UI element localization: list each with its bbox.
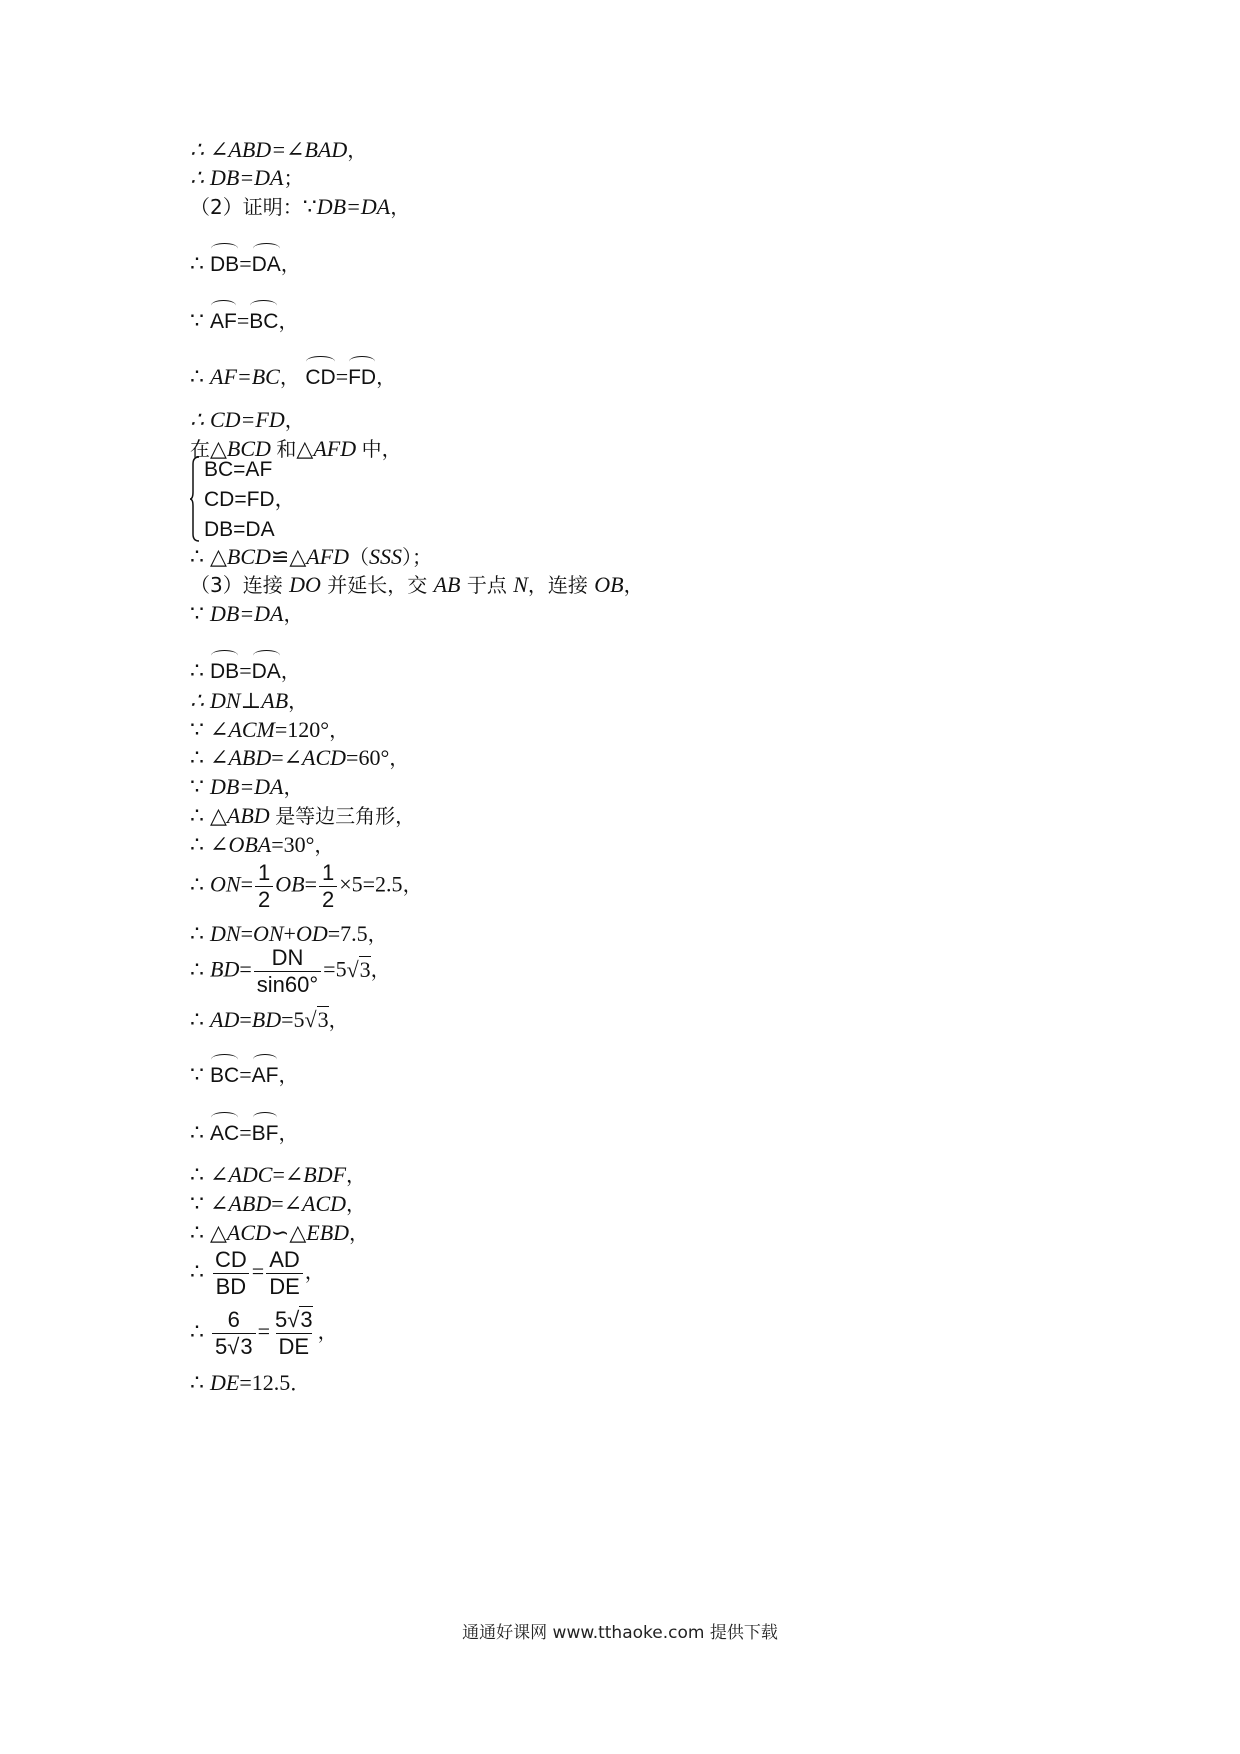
line-14: ∵ ∠ACM=120°， [190,717,350,742]
line-29: ∴ $\frac{6}{5√3}$ = $\frac{5√3}{DE}$ ， [190,1307,338,1359]
line-3: （2）证明：∵DB=DA， [190,194,411,219]
line-20: ∴ DN=ON+OD=7.5， [190,921,388,946]
line-9: ∴ △BCD≌△AFD（SSS）； [190,544,433,569]
line-18: ∴ ∠OBA=30°， [190,832,335,857]
line-19: ∴ ON= $\frac{1}{2}$ OB= $\frac{1}{2}$ ×5=2.5， [190,860,423,912]
line-4: ∴ DB=DA， [190,245,301,279]
line-13: ∴ DN⊥AB， [190,688,309,713]
line-28: ∴ $\frac{CD}{BD}$ = $\frac{AD}{DE}$ ， [190,1247,325,1299]
system-eq-1: BC=AF [204,458,273,481]
line-22: ∴ AD=BD=5√3， [190,1007,349,1032]
line-16: ∵ DB=DA， [190,774,304,799]
line-1: ∴ ∠ABD=∠BAD， [190,137,368,162]
line-6: ∴ AF=BC， CD=FD， [190,358,396,392]
line-21: ∴ BD= $\frac{DN}{\sin 60^\circ}$ =5√3， [190,945,391,997]
line-11: ∵ DB=DA， [190,601,304,626]
system-eq-2: CD=FD， [204,488,296,511]
line-2: ∴ DB=DA； [190,165,304,190]
line-24: ∴ AC=BF， [190,1114,298,1148]
line-8: 在△BCD 和△AFD 中， [190,436,402,461]
footer-note: 通通好课网 www.tthaoke.com 提供下载 [462,1623,778,1643]
system-eq-3: DB=DA [204,518,275,541]
equation-system [190,456,390,546]
line-25: ∴ ∠ADC=∠BDF， [190,1162,367,1187]
line-23: ∵ BC=AF， [190,1056,298,1090]
line-12: ∴ DB=DA， [190,652,301,686]
line-10: （3）连接 DO 并延长，交 AB 于点 N，连接 OB， [190,572,644,597]
line-15: ∴ ∠ABD=∠ACD=60°， [190,745,410,770]
brace-icon [190,456,200,542]
line-5: ∵ AF=BC， [190,302,298,336]
line-30: ∴ DE=12.5． [190,1370,311,1395]
line-26: ∵ ∠ABD=∠ACD， [190,1191,367,1216]
line-17: ∴ △ABD 是等边三角形， [190,803,416,828]
line-7: ∴ CD=FD， [190,407,305,432]
line-27: ∴ △ACD∽△EBD， [190,1220,370,1245]
